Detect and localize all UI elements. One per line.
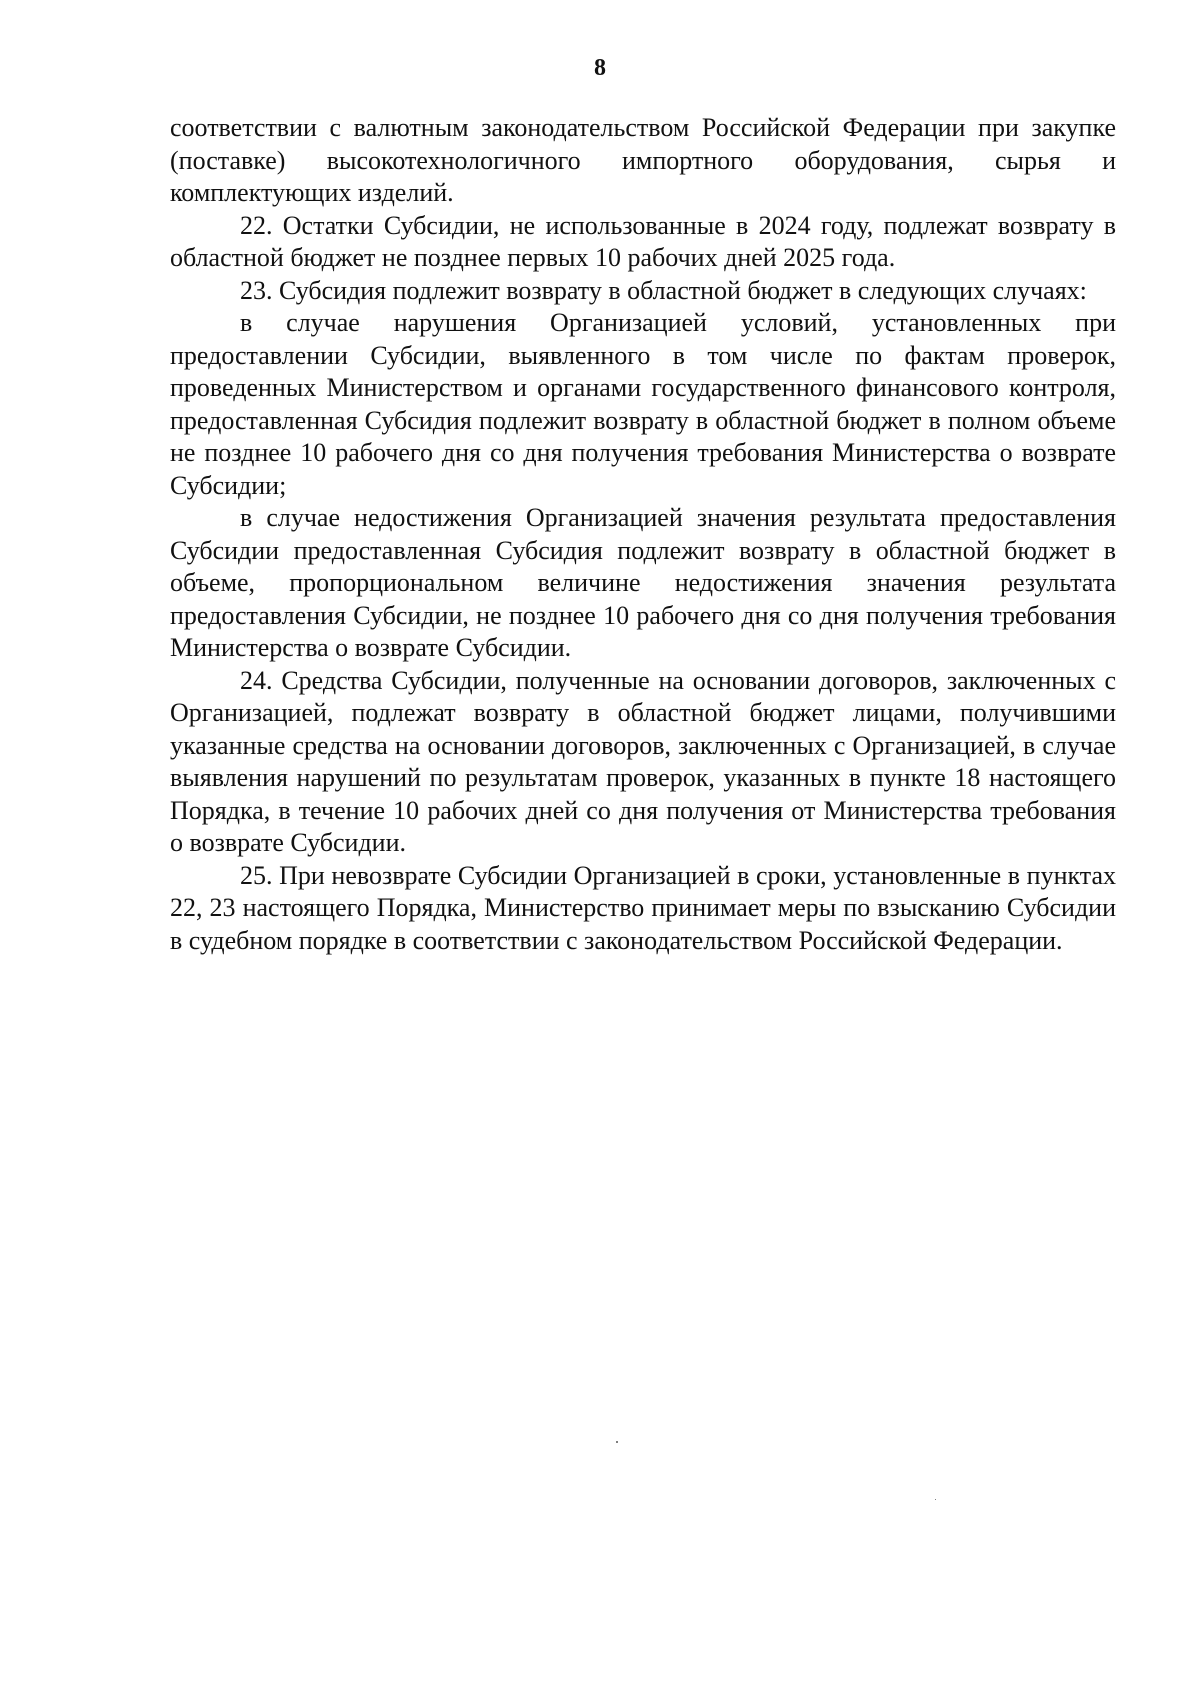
paragraph-24: 24. Средства Субсидии, полученные на основании договоров, заключенных с Организацией, подлежат возврату в областной бюджет лицами, получившими указанные средства на основании договоров, заключенных с Организацией, в случае выявления нарушений по результатам проверок, указанных в пункте 18 настоящего Порядка, в течение 10 рабочих дней со дня получения от Министерства требования о возврате Субсидии. <box>170 665 1116 857</box>
paragraph-25: 25. При невозврате Субсидии Организацией в сроки, установленные в пунктах 22, 23 настоящего Порядка, Министерство принимает меры по взысканию Субсидии в судебном порядке в соответствии с законодательством Российской Федерации. <box>170 860 1116 955</box>
scan-speck <box>935 1499 936 1500</box>
page-number: 8 <box>594 55 606 81</box>
paragraph-23-case-violation: в случае нарушения Организацией условий, установленных при предоставлении Субсидии, выявленного в том числе по фактам проверок, проведенных Министерством и органами государственного финансового контроля, предоставленная Субсидия подлежит возврату в областной бюджет в полном объеме не позднее 10 рабочего дня со дня получения требования Министерства о возврате Субсидии; <box>170 308 1116 500</box>
paragraph-23-case-result: в случае недостижения Организацией значения результата предоставления Субсидии предоставленная Субсидия подлежит возврату в областной бюджет в объеме, пропорциональном величине недостижения значения результата предоставления Субсидии, не позднее 10 рабочего дня со дня получения требования Министерства о возврате Субсидии. <box>170 503 1116 662</box>
paragraph-23: 23. Субсидия подлежит возврату в областной бюджет в следующих случаях: <box>240 275 1087 305</box>
paragraph-continuation: соответствии с валютным законодательством Российской Федерации при закупке (поставке) высокотехнологичного импортного оборудования, сырья и комплектующих изделий. <box>170 113 1116 207</box>
paragraph-22: 22. Остатки Субсидии, не использованные в 2024 году, подлежат возврату в областной бюджет не позднее первых 10 рабочих дней 2025 года. <box>170 210 1116 272</box>
document-body <box>170 112 1116 957</box>
scan-speck <box>616 1441 618 1443</box>
